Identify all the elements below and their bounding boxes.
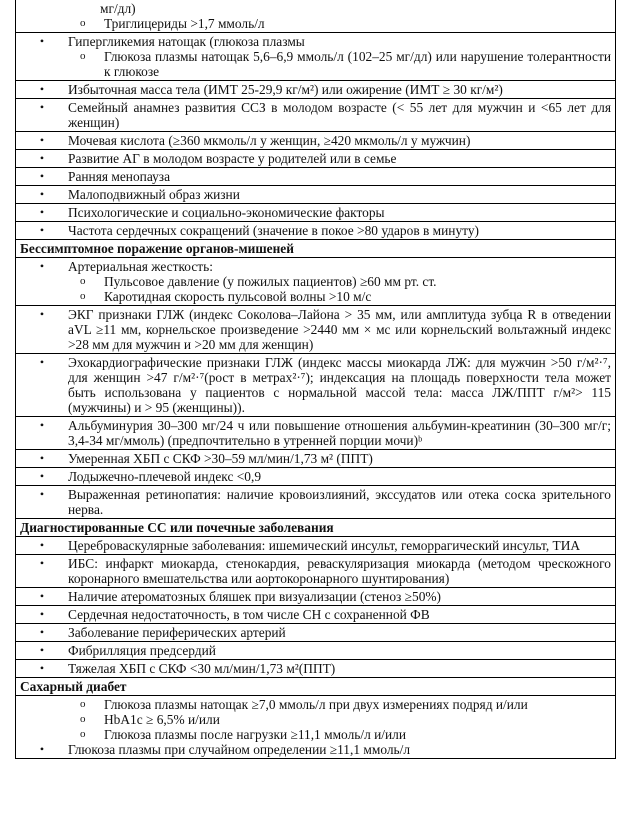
item-text: ИБС: инфаркт миокарда, стенокардия, реваскуляризация миокарда (методом чрескожного коронарного вмешательства или аортокоронарного шунтирования) bbox=[68, 556, 611, 586]
bullet-icon: • bbox=[39, 82, 45, 96]
item-text: Гипергликемия натощак (глюкоза плазмы bbox=[68, 34, 305, 49]
bullet-item bbox=[16, 742, 611, 757]
table-row bbox=[16, 204, 615, 222]
table-row bbox=[16, 258, 615, 306]
item-text: Пульсовое давление (у пожилых пациентов) ≥60 мм рт. ст. bbox=[104, 274, 437, 289]
circle-bullet-icon: o bbox=[80, 713, 86, 725]
bullet-icon: • bbox=[39, 187, 45, 201]
item-text: HbA1c ≥ 6,5% и/или bbox=[104, 712, 220, 727]
bullet-icon: • bbox=[39, 742, 45, 756]
circle-bullet-icon: o bbox=[80, 275, 86, 287]
bullet-icon: • bbox=[39, 418, 45, 432]
circle-bullet-icon: o bbox=[80, 290, 86, 302]
bullet-item bbox=[16, 538, 611, 553]
bullet-item bbox=[16, 355, 611, 415]
bullet-icon: • bbox=[39, 469, 45, 483]
bullet-item bbox=[16, 607, 611, 622]
item-text: Лодыжечно-плечевой индекс <0,9 bbox=[68, 469, 262, 484]
table-row bbox=[16, 642, 615, 660]
bullet-icon: • bbox=[39, 355, 45, 369]
circle-bullet-icon: o bbox=[80, 698, 86, 710]
bullet-icon: • bbox=[39, 589, 45, 603]
sub-item bbox=[16, 16, 611, 31]
table-row bbox=[16, 537, 615, 555]
table-row bbox=[16, 486, 615, 519]
table-row bbox=[16, 168, 615, 186]
bullet-item bbox=[16, 469, 611, 484]
item-text: Наличие атероматозных бляшек при визуализации (стеноз ≥50%) bbox=[68, 589, 442, 604]
bullet-icon: • bbox=[39, 487, 45, 501]
bullet-item bbox=[16, 487, 611, 517]
item-text: ЭКГ признаки ГЛЖ (индекс Соколова–Лайона > 35 мм, или амплитуда зубца R в отведении aVL ≥11 мм, корнельское произведение >2440 мм × мс или корнельский вольтажный индекс >28 мм для мужчин и >20 мм для женщин) bbox=[68, 307, 611, 352]
table-row bbox=[16, 696, 615, 759]
item-text: Триглицериды >1,7 ммоль/л bbox=[104, 16, 265, 31]
table-row bbox=[16, 354, 615, 417]
item-text: Глюкоза плазмы после нагрузки ≥11,1 ммоль/л и/или bbox=[104, 727, 407, 742]
bullet-item bbox=[16, 625, 611, 640]
section-title: Бессимптомное поражение органов-мишеней bbox=[20, 241, 294, 256]
item-text: Тяжелая ХБП с СКФ <30 мл/мин/1,73 м²(ППТ) bbox=[68, 661, 336, 676]
table-row bbox=[16, 222, 615, 240]
item-text: Цереброваскулярные заболевания: ишемический инсульт, геморрагический инсульт, ТИА bbox=[68, 538, 581, 553]
section-title: Сахарный диабет bbox=[20, 679, 127, 694]
bullet-item bbox=[16, 169, 611, 184]
bullet-icon: • bbox=[39, 307, 45, 321]
item-text: Развитие АГ в молодом возрасте у родителей или в семье bbox=[68, 151, 397, 166]
bullet-icon: • bbox=[39, 661, 45, 675]
bullet-item bbox=[16, 643, 611, 658]
bullet-icon: • bbox=[39, 538, 45, 552]
section-header-row bbox=[16, 240, 615, 258]
item-text: Фибрилляция предсердий bbox=[68, 643, 216, 658]
bullet-item bbox=[16, 151, 611, 166]
bullet-icon: • bbox=[39, 259, 45, 273]
item-text: Глюкоза плазмы натощак ≥7,0 ммоль/л при двух измерениях подряд и/или bbox=[104, 697, 528, 712]
table-row bbox=[16, 186, 615, 204]
table-row bbox=[16, 0, 615, 33]
table-row bbox=[16, 588, 615, 606]
item-text: Семейный анамнез развития ССЗ в молодом возрасте (< 55 лет для мужчин и <65 лет для женщин) bbox=[68, 100, 611, 130]
sub-item bbox=[16, 697, 611, 712]
table-row bbox=[16, 33, 615, 81]
bullet-icon: • bbox=[39, 205, 45, 219]
sub-item bbox=[16, 727, 611, 742]
bullet-item bbox=[16, 82, 611, 97]
sub-item bbox=[16, 49, 611, 79]
section-header-row bbox=[16, 678, 615, 696]
risk-factor-table bbox=[15, 0, 616, 759]
item-text: Ранняя менопауза bbox=[68, 169, 171, 184]
item-text: Артериальная жесткость: bbox=[68, 259, 213, 274]
item-text: Глюкоза плазмы натощак 5,6–6,9 ммоль/л (102–25 мг/дл) или нарушение толерантности к глюкозе bbox=[104, 49, 611, 79]
bullet-item bbox=[16, 661, 611, 676]
bullet-icon: • bbox=[39, 607, 45, 621]
item-text: Умеренная ХБП с СКФ >30–59 мл/мин/1,73 м² (ППТ) bbox=[68, 451, 373, 466]
bullet-icon: • bbox=[39, 34, 45, 48]
table-row bbox=[16, 660, 615, 678]
bullet-icon: • bbox=[39, 556, 45, 570]
circle-bullet-icon: o bbox=[80, 728, 86, 740]
item-text: Выраженная ретинопатия: наличие кровоизлияний, экссудатов или отека соска зрительного нерва. bbox=[68, 487, 611, 517]
table-row bbox=[16, 555, 615, 588]
table-row bbox=[16, 99, 615, 132]
bullet-icon: • bbox=[39, 451, 45, 465]
table-row bbox=[16, 417, 615, 450]
table-row bbox=[16, 450, 615, 468]
bullet-item bbox=[16, 187, 611, 202]
table-row bbox=[16, 150, 615, 168]
bullet-item bbox=[16, 307, 611, 352]
bullet-item bbox=[16, 223, 611, 238]
item-text: Малоподвижный образ жизни bbox=[68, 187, 240, 202]
continuation-text: мг/дл) bbox=[100, 1, 136, 16]
table-row bbox=[16, 468, 615, 486]
section-title: Диагностированные СС или почечные заболевания bbox=[20, 520, 334, 535]
bullet-icon: • bbox=[39, 223, 45, 237]
bullet-item bbox=[16, 418, 611, 448]
bullet-item bbox=[16, 100, 611, 130]
item-text: Частота сердечных сокращений (значение в покое >80 ударов в минуту) bbox=[68, 223, 479, 238]
item-text: Глюкоза плазмы при случайном определении ≥11,1 ммоль/л bbox=[68, 742, 411, 757]
item-text: Сердечная недостаточность, в том числе СН с сохраненной ФВ bbox=[68, 607, 430, 622]
bullet-item bbox=[16, 259, 611, 274]
item-text: Психологические и социально-экономические факторы bbox=[68, 205, 385, 220]
bullet-item bbox=[16, 34, 611, 49]
item-text: Эхокардиографические признаки ГЛЖ (индекс массы миокарда ЛЖ: для мужчин >50 г/м²·⁷, для женщин >47 г/м²·⁷(рост в метрах²·⁷); индексация на площадь поверхности тела может быть использована у пациентов с нормальной массой тела: масса ЛЖ/ППТ г/м²> 115 (мужчины) и > 95 (женщины)). bbox=[68, 355, 611, 415]
item-text: Альбуминурия 30–300 мг/24 ч или повышение отношения альбумин-креатинин (30–300 мг/г; 3,4-34 мг/ммоль) (предпочтительно в утренней порции мочи)ᵇ bbox=[68, 418, 611, 448]
sub-item bbox=[16, 289, 611, 304]
bullet-icon: • bbox=[39, 625, 45, 639]
bullet-icon: • bbox=[39, 100, 45, 114]
table-row bbox=[16, 132, 615, 150]
table-row bbox=[16, 606, 615, 624]
bullet-icon: • bbox=[39, 133, 45, 147]
bullet-item bbox=[16, 133, 611, 148]
bullet-item bbox=[16, 205, 611, 220]
section-header-row bbox=[16, 519, 615, 537]
bullet-icon: • bbox=[39, 169, 45, 183]
bullet-item bbox=[16, 589, 611, 604]
bullet-icon: • bbox=[39, 643, 45, 657]
item-text: Заболевание периферических артерий bbox=[68, 625, 286, 640]
item-text: Каротидная скорость пульсовой волны >10 м/с bbox=[104, 289, 372, 304]
sub-item bbox=[16, 712, 611, 727]
table-row bbox=[16, 624, 615, 642]
item-text: Избыточная масса тела (ИМТ 25-29,9 кг/м²) или ожирение (ИМТ ≥ 30 кг/м²) bbox=[68, 82, 503, 97]
circle-bullet-icon: o bbox=[80, 17, 86, 29]
bullet-item bbox=[16, 451, 611, 466]
sub-item bbox=[16, 274, 611, 289]
table-row bbox=[16, 306, 615, 354]
circle-bullet-icon: o bbox=[80, 50, 86, 62]
item-text: Мочевая кислота (≥360 мкмоль/л у женщин, ≥420 мкмоль/л у мужчин) bbox=[68, 133, 471, 148]
bullet-icon: • bbox=[39, 151, 45, 165]
bullet-item bbox=[16, 556, 611, 586]
table-row bbox=[16, 81, 615, 99]
